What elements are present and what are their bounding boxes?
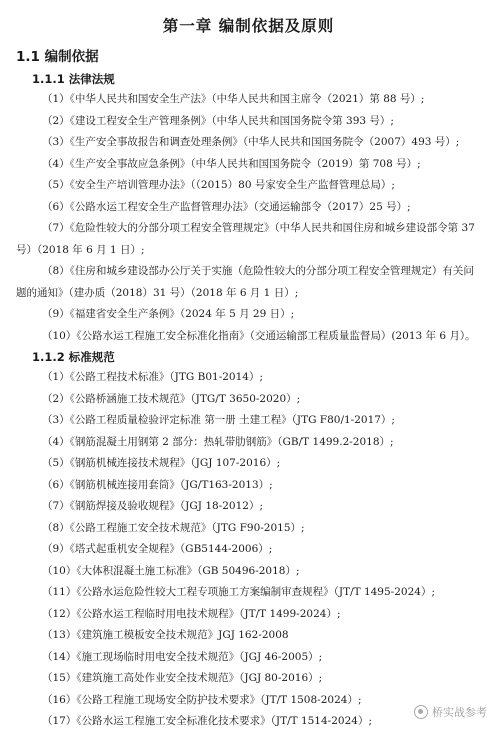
- list-item: （11）《公路水运危险性较大工程专项施工方案编制审查规程》（JT/T 1495-2024）;: [42, 586, 435, 598]
- list-item: （2）《建设工程安全生产管理条例》（中华人民共和国国务院令第 393 号）;: [42, 114, 394, 127]
- list-item: （15）《建筑施工高处作业安全技术规范》（JGJ 80-2016）;: [42, 672, 323, 684]
- list-item: （10）《大体积混凝土施工标准》（GB 50496-2018）;: [42, 564, 300, 577]
- list-item: （6）《钢筋机械连接用套筒》（JG/T163-2013）;: [42, 478, 273, 491]
- list-item: （1）《公路工程技术标准》（JTG B01-2014）;: [42, 371, 264, 383]
- watermark: [412, 703, 489, 721]
- list-item: （6）《公路水运工程安全生产监督管理办法》（交通运输部令（2017）25 号）;: [42, 200, 411, 213]
- list-item: （7）《危险性较大的分部分项工程安全管理规定》（中华人民共和国住房和城乡建设部令第 37 号）（2018 年 6 月 1 日）;: [16, 222, 475, 256]
- list-item: （3）《公路工程质量检验评定标准 第一册 土建工程》（JTG F80/1-2017）;: [42, 414, 395, 426]
- laws-subsection-title: 1.1.1 法律法规: [32, 72, 115, 86]
- wechat-channel-icon: [414, 705, 428, 719]
- standards-subsection-title: 1.1.2 标准规范: [32, 350, 115, 364]
- standards-list: [16, 367, 481, 733]
- list-item: （13）《建筑施工模板安全技术规范》JGJ 162-2008: [42, 629, 289, 641]
- list-item: （17）《公路水运工程施工安全标准化技术要求》（JT/T 1514-2024）;: [42, 715, 372, 727]
- list-item: （10）《公路水运工程施工安全标准化指南》（交通运输部工程质量监督局）(2013 年 6 月）。: [42, 329, 476, 342]
- list-item: （9）《塔式起重机安全规程》（GB5144-2006）;: [42, 543, 273, 555]
- list-item: （1）《中华人民共和国安全生产法》（中华人民共和国主席令（2021）第 88 号）;: [42, 93, 425, 105]
- list-item: （4）《钢筋混凝土用钢第 2 部分：热轧带肋钢筋》（GB/T 1499.2-2018）;: [42, 435, 394, 448]
- list-item: （9）《福建省安全生产条例》（2024 年 5 月 29 日）;: [42, 308, 295, 320]
- list-item: （4）《生产安全事故应急条例》（中华人民共和国国务院令（2019）第 708 号）;: [42, 157, 421, 170]
- list-item: （5）《钢筋机械连接技术规程》（JGJ 107-2016）;: [42, 457, 281, 469]
- list-item: （12）《公路水运工程临时用电技术规程》（JT/T 1499-2024）;: [42, 607, 341, 620]
- list-item: （7）《钢筋焊接及验收规程》（JGJ 18-2012）;: [42, 500, 263, 512]
- list-item: （16）《公路工程施工现场安全防护技术要求》（JT/T 1508-2024）;: [42, 693, 362, 706]
- watermark-text: 桥实战参考: [432, 706, 487, 719]
- list-item: （8）《公路工程施工安全技术规范》（JTG F90-2015）;: [42, 521, 305, 534]
- laws-list: [16, 89, 481, 347]
- list-item: （14）《施工现场临时用电安全技术规范》（JGJ 46-2005）;: [42, 650, 323, 663]
- list-item: （5）《安全生产培训管理办法》（（2015）80 号家安全生产监督管理总局）;: [42, 179, 395, 191]
- section-title: 1.1 编制依据: [16, 49, 99, 65]
- chapter-title: 第一章 编制依据及原则: [162, 16, 335, 35]
- list-item: （2）《公路桥涵施工技术规范》（JTG/T 3650-2020）;: [42, 392, 301, 405]
- list-item: （3）《生产安全事故报告和调查处理条例》（中华人民共和国国务院令（2007）493 号）;: [42, 136, 460, 148]
- list-item: （8）《住房和城乡建设部办公厅关于实施（危险性较大的分部分项工程安全管理规定）有关问题的通知》（建办质（2018）31 号）（2018 年 6 月 1 日）;: [16, 265, 474, 299]
